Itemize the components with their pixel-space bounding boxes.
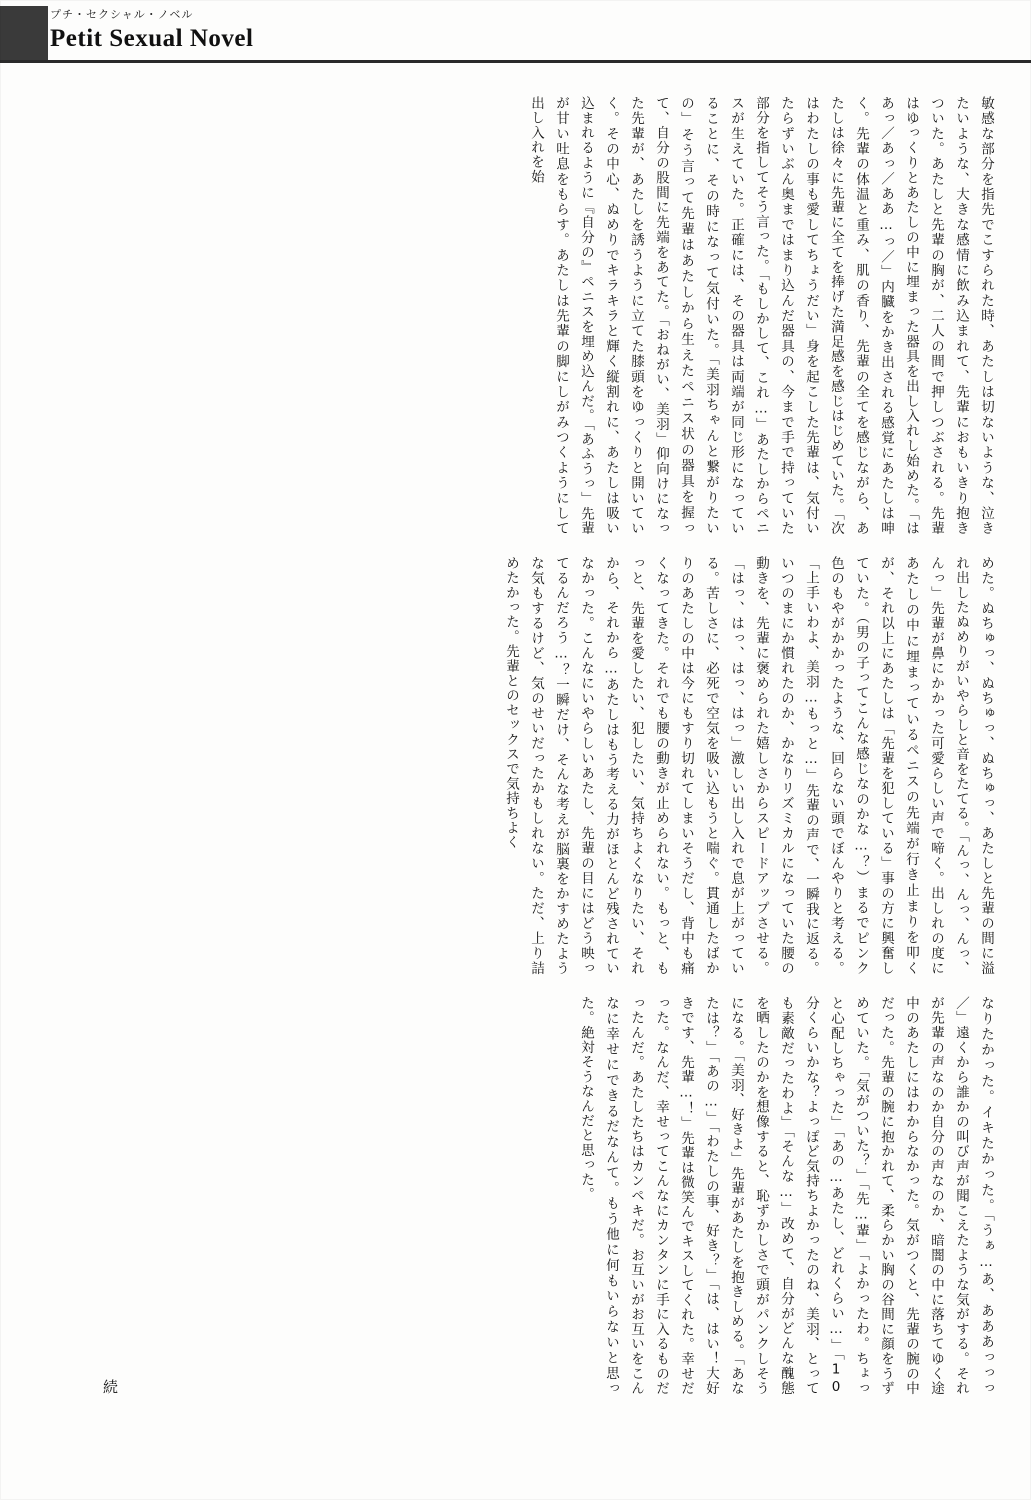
logo-text bbox=[50, 8, 370, 54]
text-block-2: めた。ぬちゅっ、ぬちゅっ、ぬちゅっ、あたしと先輩の間に溢れ出したぬめりがいやらしと音をたてる。「んっ、んっ、んっ、んっ」先輩が鼻にかかった可愛らしい声で啼く。出しれの度にあたしの中に埋まっているペニスの先端が行き止まりを叩くが、それ以上にあたしは「先輩を犯している」事の方に興奮していた。（男の子ってこんな感じなのかな…？）まるでピンク色のもやがかかったような、回らない頭でぼんやりと考える。「上手いわよ、美羽…もっと…」先輩の声で、一瞬我に返る。いつのまにか慣れたのか、かなりリズミカルになっていた腰の動きを、先輩に褒められた嬉しさからスピードアップさせる。「はっ、はっ、はっ、はっ」激しい出し入れで息が上がっている。苦しさに、必死で空気を吸い込もうと喘ぐ。貫通したばかりのあたしの中は今にもすり切れてしまいそうだし、背中も痛くなってきた。それでも腰の動きが止められない。もっと、もっと、先輩を愛したい、犯したい、気持ちよくなりたい、それから、それから…あたしはもう考える力がほとんど残されていなかった。こんなにいやらしいあたし、先輩の目にはどう映ってるんだろう…？一瞬だけ、そんな考えが脳裏をかすめたような気もするけど、気のせいだったかもしれない。ただ、上り詰めたかった。先輩とのセックスで気持ちよく bbox=[503, 556, 994, 976]
logo-roman-title: Petit Sexual Novel bbox=[50, 25, 254, 52]
logo-kana-title: プチ・セクシャル・ノベル bbox=[50, 9, 194, 21]
text-block-1: 敏感な部分を指先でこすられた時、あたしは切ないような、泣きたいような、大きな感情に飲み込まれて、先輩におもいきり抱きついた。あたしと先輩の胸が、二人の間で押しつぶされる。先輩はゆっくりとあたしの中に埋まった器具を出し入れし始めた。「はあっ／あっ／ああ…っ／」内臓をかき出される感覚にあたしは呻く。先輩の体温と重み、肌の香り、先輩の全てを感じながら、あたしは徐々に先輩に全てを捧げた満足感を感じはじめていた。「次はわたしの事も愛してちょうだい」身を起こした先輩は、気付いたらずいぶん奥まではまり込んだ器具の、今まで手で持っていた部分を指してそう言った。「もしかして、これ…」あたしからペニスが生えていた。正確には、その器具は両端が同じ形になっていることに、その時になって気付いた。「美羽ちゃんと繋がりたいの」そう言って先輩はあたしから生えたペニス状の器具を握って、自分の股間に先端をあてた。「おねがい、美羽」仰向けになった先輩が、あたしを誘うように立てた膝頭をゆっくりと開いていく。その中心、ぬめりでキラキラと輝く縦割れに、あたしは吸い込まれるように『自分の』ペニスを埋め込んだ。「あふうっ」先輩が甘い吐息をもらす。あたしは先輩の脚にしがみつくようにして出し入れを始 bbox=[528, 96, 994, 536]
logo-mark-icon bbox=[0, 6, 48, 60]
continued-mark: 続 bbox=[101, 1379, 119, 1394]
header-divider bbox=[0, 60, 1031, 63]
novel-body bbox=[36, 86, 998, 1446]
text-block-3: なりたかった。イキたかった。「うぁ…あ、あああっっっ／」遠くから誰かの叫び声が聞こえたような気がする。それが先輩の声なのか自分の声なのか、暗闇の中に落ちてゆく途中のあたしにはわからなかった。気がつくと、先輩の腕の中だった。先輩の腕に抱かれて、柔らかい胸の谷間に顔をうずめていた。「気がついた？」「先…輩」「よかったわ。ちょっと心配しちゃった」「あの…あたし、どれくらい…」「10分くらいかな？よっぽど気持ちよかったのね、美羽、とっても素敵だったわよ」「そんな…」改めて、自分がどんな醜態を晒したのかを想像すると、恥ずかしさで頭がパンクしそうになる。「美羽、好きよ」先輩があたしを抱きしめる。「あなたは？」「あの…」「わたしの事、好き？」「は、はい！大好きです、先輩…！」先輩は微笑んでキスしてくれた。幸せだった。なんだ、幸せってこんなにカンタンに手に入るものだったんだ。あたしたちはカンペキだ。お互いがお互いをこんなに幸せにできるだなんて。もう他に何もいらないと思った。絶対そうなんだと思った。 bbox=[578, 996, 994, 1396]
page-header bbox=[0, 0, 1031, 68]
